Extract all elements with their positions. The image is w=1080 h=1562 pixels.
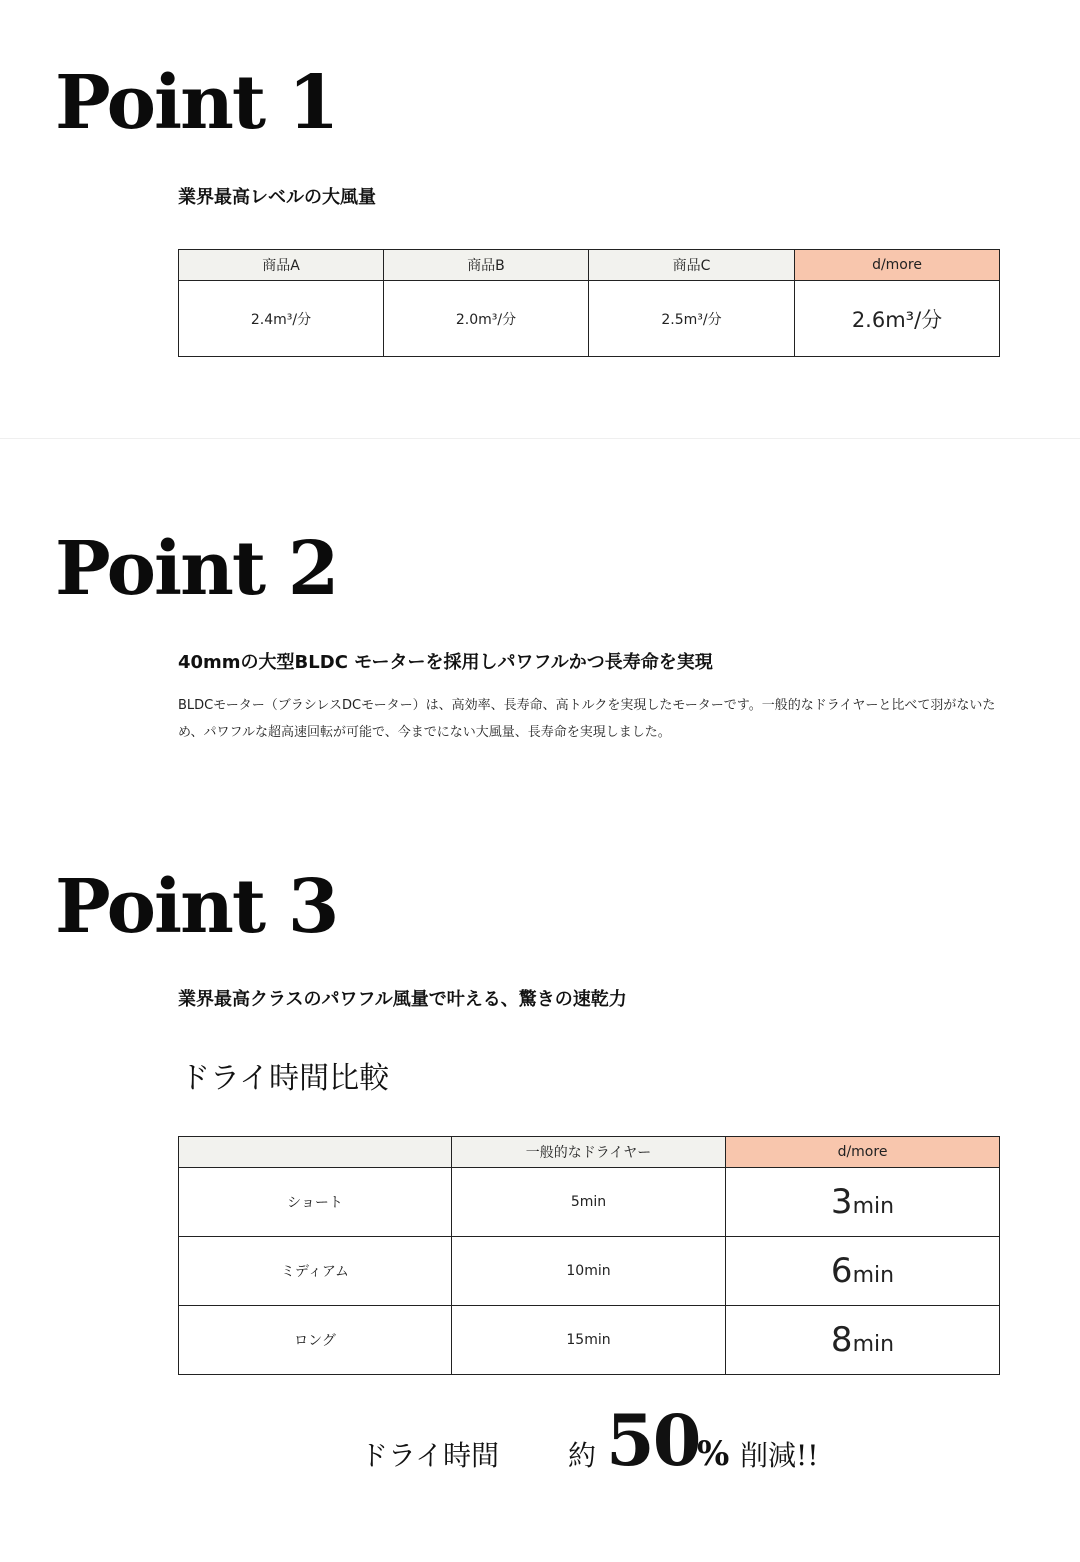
dry-time-comparison-title: ドライ時間比較 (180, 1061, 390, 1096)
table-row (179, 1168, 1000, 1237)
general-medium: 10min (452, 1237, 726, 1306)
dry-time-table (178, 1136, 1000, 1375)
point-3-title: Point 3 (55, 864, 338, 950)
general-long: 15min (452, 1306, 726, 1375)
dmore-medium (726, 1237, 1000, 1306)
result-tail: 削減!! (740, 1439, 819, 1472)
dmore-long (726, 1306, 1000, 1375)
dmore-short-number: 3 (830, 1182, 853, 1222)
result-label: ドライ時間 (360, 1439, 500, 1472)
dmore-short (726, 1168, 1000, 1237)
header-empty (179, 1137, 452, 1168)
result-approx: 約 (568, 1439, 597, 1472)
point-2-section (0, 440, 1080, 790)
row-label-long: ロング (179, 1306, 452, 1375)
dmore-short-unit: min (852, 1194, 895, 1219)
dry-time-reduction (0, 1399, 1080, 1482)
value-product-a: 2.4m³/分 (179, 281, 384, 357)
point-2-heading: 40mmの大型BLDC モーターを採用しパワフルかつ長寿命を実現 (178, 652, 713, 673)
dmore-medium-unit: min (852, 1263, 895, 1288)
value-product-b: 2.0m³/分 (384, 281, 589, 357)
point-2-title: Point 2 (55, 526, 338, 612)
table-row (179, 1306, 1000, 1375)
dmore-long-unit: min (852, 1332, 895, 1357)
point-1-title: Point 1 (55, 60, 338, 146)
header-product-a: 商品A (179, 250, 384, 281)
header-dmore: d/more (795, 250, 1000, 281)
result-number: 50 (606, 1399, 700, 1482)
table-row (179, 281, 1000, 357)
header-product-b: 商品B (384, 250, 589, 281)
table-header-row (179, 250, 1000, 281)
dmore-medium-number: 6 (830, 1251, 853, 1291)
header-dmore: d/more (726, 1137, 1000, 1168)
airflow-comparison-table (178, 249, 1000, 357)
section-divider (0, 438, 1080, 439)
point-1-section (0, 0, 1080, 440)
header-product-c: 商品C (589, 250, 795, 281)
value-dmore: 2.6m³/分 (795, 281, 1000, 357)
row-label-short: ショート (179, 1168, 452, 1237)
dmore-long-number: 8 (830, 1320, 853, 1360)
row-label-medium: ミディアム (179, 1237, 452, 1306)
point-3-section (0, 790, 1080, 1562)
general-short: 5min (452, 1168, 726, 1237)
table-header-row (179, 1137, 1000, 1168)
value-product-c: 2.5m³/分 (589, 281, 795, 357)
header-general-dryer: 一般的なドライヤー (452, 1137, 726, 1168)
point-2-body: BLDCモーター（ブラシレスDCモーター）は、高効率、長寿命、高トルクを実現したモーターです。一般的なドライヤーと比べて羽がないため、パワフルな超高速回転が可能で、今までにない大風量、長寿命を実現しました。 (178, 698, 996, 740)
point-3-heading: 業界最高クラスのパワフル風量で叶える、驚きの速乾力 (178, 989, 627, 1010)
point-1-heading: 業界最高レベルの大風量 (178, 187, 376, 208)
result-percent: % (697, 1434, 730, 1474)
table-row (179, 1237, 1000, 1306)
